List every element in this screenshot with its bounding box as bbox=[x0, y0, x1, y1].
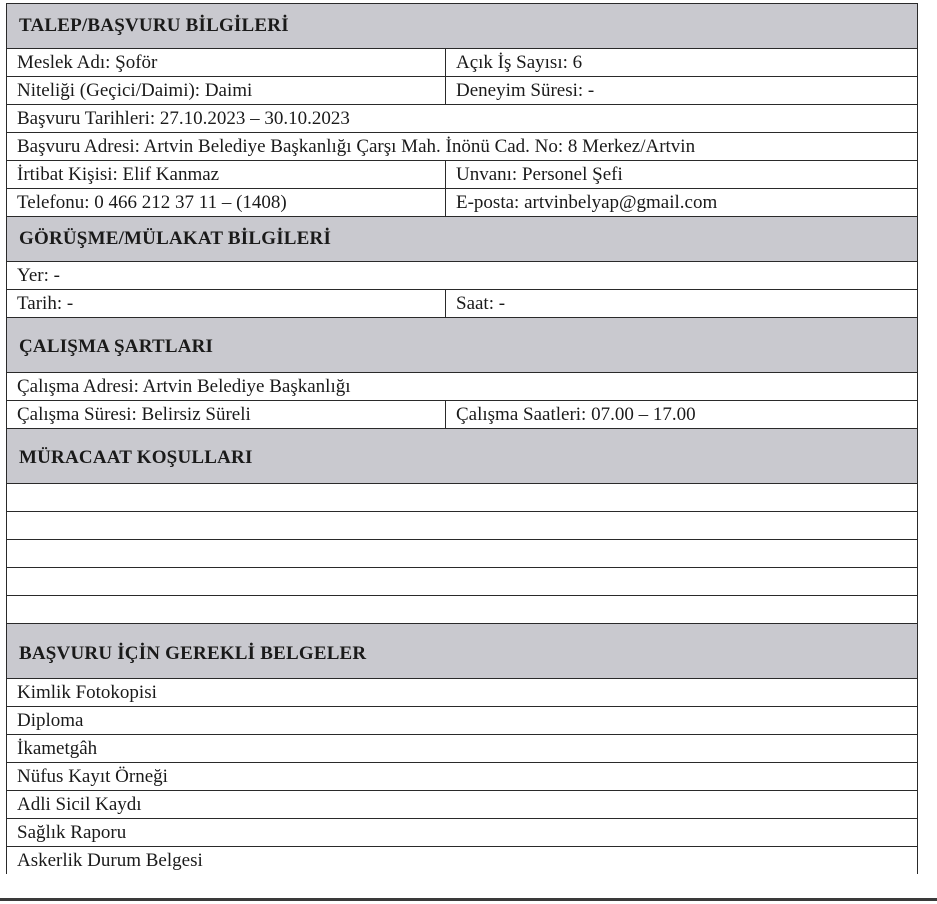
bottom-border-line bbox=[0, 898, 937, 901]
empty-row bbox=[7, 484, 917, 512]
section-heading-talep: TALEP/BAŞVURU BİLGİLERİ bbox=[7, 4, 917, 49]
acik-is-field: Açık İş Sayısı: 6 bbox=[456, 52, 583, 73]
document-item-label: Sağlık Raporu bbox=[17, 822, 127, 843]
form-row bbox=[7, 133, 917, 161]
application-form bbox=[6, 3, 918, 874]
form-row bbox=[7, 161, 917, 189]
document-list-item bbox=[7, 763, 917, 791]
calisma-suresi-field: Çalışma Süresi: Belirsiz Süreli bbox=[7, 401, 446, 428]
section-heading-muracaat: MÜRACAAT KOŞULLARI bbox=[7, 429, 917, 484]
form-row bbox=[7, 373, 917, 401]
document-item-label: Nüfus Kayıt Örneği bbox=[17, 766, 168, 787]
form-row bbox=[7, 189, 917, 217]
irtibat-field: İrtibat Kişisi: Elif Kanmaz bbox=[7, 161, 446, 188]
document-item-label: Adli Sicil Kaydı bbox=[17, 794, 142, 815]
form-row bbox=[7, 401, 917, 429]
calisma-saatleri-field: Çalışma Saatleri: 07.00 – 17.00 bbox=[456, 404, 696, 425]
nitelik-field: Niteliği (Geçici/Daimi): Daimi bbox=[7, 77, 446, 104]
document-item-label: Kimlik Fotokopisi bbox=[17, 682, 157, 703]
document-list-item bbox=[7, 791, 917, 819]
section-heading-belgeler: BAŞVURU İÇİN GEREKLİ BELGELER bbox=[7, 624, 917, 679]
basvuru-adresi-field: Başvuru Adresi: Artvin Belediye Başkanlığı Çarşı Mah. İnönü Cad. No: 8 Merkez/Artvin bbox=[17, 136, 696, 157]
section-heading-gorusme: GÖRÜŞME/MÜLAKAT BİLGİLERİ bbox=[7, 217, 917, 262]
empty-row bbox=[7, 568, 917, 596]
meslek-field: Meslek Adı: Şoför bbox=[7, 49, 446, 76]
calisma-adresi-field: Çalışma Adresi: Artvin Belediye Başkanlığı bbox=[17, 376, 351, 397]
yer-field: Yer: - bbox=[17, 265, 60, 286]
document-list-item bbox=[7, 847, 917, 874]
section-heading-calisma: ÇALIŞMA ŞARTLARI bbox=[7, 318, 917, 373]
document-list-item bbox=[7, 735, 917, 763]
document-list-item bbox=[7, 679, 917, 707]
document-item-label: Diploma bbox=[17, 710, 84, 731]
document-item-label: İkametgâh bbox=[17, 738, 98, 759]
form-row bbox=[7, 105, 917, 133]
document-item-label: Askerlik Durum Belgesi bbox=[17, 850, 203, 871]
deneyim-field: Deneyim Süresi: - bbox=[456, 80, 595, 101]
form-row bbox=[7, 77, 917, 105]
form-row bbox=[7, 290, 917, 318]
document-list-item bbox=[7, 707, 917, 735]
unvan-field: Unvanı: Personel Şefi bbox=[456, 164, 623, 185]
eposta-field: E-posta: artvinbelyap@gmail.com bbox=[456, 192, 718, 213]
empty-row bbox=[7, 512, 917, 540]
tarih-field: Tarih: - bbox=[7, 290, 446, 317]
form-row bbox=[7, 49, 917, 77]
empty-row bbox=[7, 596, 917, 624]
telefon-field: Telefonu: 0 466 212 37 11 – (1408) bbox=[7, 189, 446, 216]
tarihler-field: Başvuru Tarihleri: 27.10.2023 – 30.10.2023 bbox=[17, 108, 350, 129]
document-list-item bbox=[7, 819, 917, 847]
form-row bbox=[7, 262, 917, 290]
empty-row bbox=[7, 540, 917, 568]
saat-field: Saat: - bbox=[456, 293, 506, 314]
